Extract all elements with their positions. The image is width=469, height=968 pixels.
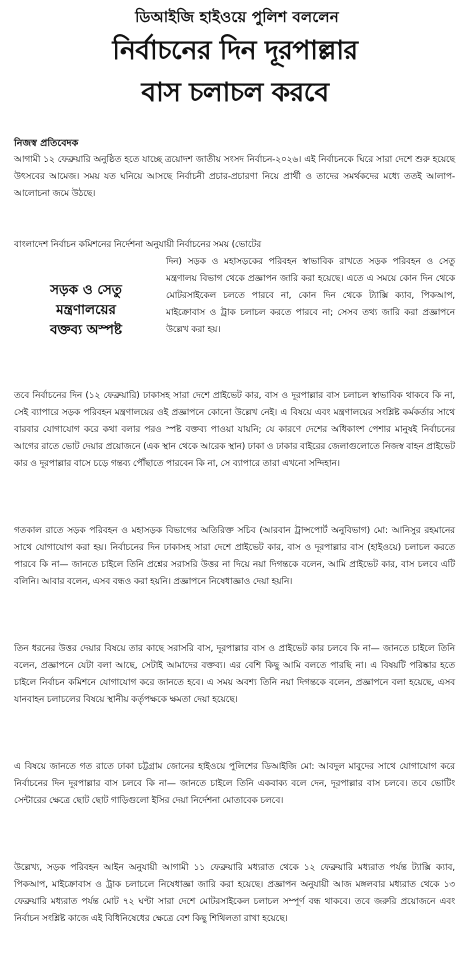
headline-line-2: বাস চলাচল করবে xyxy=(141,77,329,108)
headline xyxy=(20,30,450,114)
pull-quote-line-1: সড়ক ও সেতু xyxy=(50,282,122,298)
paragraph-1: আগামী ১২ ফেব্রুয়ারি অনুষ্ঠিত হতে যাচ্ছে ত্রয়োদশ জাতীয় সংসদ নির্বাচন-২০২৬। এই নির্বাচনকে ঘিরে সারা দেশে শুরু হয়েছে উৎসবের আমেজ। সময় যত ঘনিয়ে আসছে নির্বাচনী প্রচার-প্রচারণা নিয়ে প্রার্থী ও তাদের সমর্থকদের মধ্যে ততই আলাপ-আলোচনা জমে উঠছে। xyxy=(14,155,455,199)
pull-quote-line-2: মন্ত্রণালয়ের xyxy=(56,302,116,318)
pull-quote xyxy=(14,280,158,340)
paragraph-7: উল্লেখ্য, সড়ক পরিবহন আইন অনুযায়ী আগামী ১১ ফেব্রুয়ারি মধ্যরাত থেকে ১২ ফেব্রুয়ারি মধ্যরাত পর্যন্ত ট্যাক্সি ক্যাব, পিকআপ, মাইক্রোবাস ও ট্রাক চলাচলে নিষেধাজ্ঞা জারি করা হয়েছে। প্রজ্ঞাপন অনুযায়ী আজ মঙ্গলবার মধ্যরাত থেকে ১৩ ফেব্রুয়ারি মধ্যরাত পর্যন্ত মোট ৭২ ঘণ্টা সারা দেশে মোটরসাইকেল চলাচল সম্পূর্ণ বন্ধ থাকবে। তবে জরুরি প্রয়োজনে এবং নির্বাচন সংশ্লিষ্ট কাজে এই বিধিনিষেধের ক্ষেত্রে বেশ কিছু শিথিলতা রাখা হয়েছে। xyxy=(14,863,455,924)
paragraph-4: গতকাল রাতে সড়ক পরিবহন ও মহাসড়ক বিভাগের অতিরিক্ত সচিব (আরবান ট্রান্সপোর্ট অনুবিভাগ) মো: আনিসুর রহমানের সাথে যোগাযোগ করা হয়। নির্বাচনের দিন ঢাকাসহ সারা দেশে প্রাইভেট কার, বাস ও দূরপাল্লার বাস (হাইওয়ে) চলাচল করতে পারবে কি না— জানতে চাইলে তিনি প্রশ্নের সরাসরি উত্তর না দিয়ে নয়া দিগন্তকে বলেন, আমি প্রাইভেট কার, বাস চলবে এটি বলিনি। আবার বলেন, এসব বন্ধও করা হয়নি। প্রজ্ঞাপনে নিষেধাজ্ঞাও দেয়া হয়নি। xyxy=(14,526,455,587)
paragraph-5: তিন ধরনের উত্তর দেয়ার বিষয়ে তার কাছে সরাসরি বাস, দূরপাল্লার বাস ও প্রাইভেট কার চলবে কি না— জানতে চাইলে তিনি বলেন, প্রজ্ঞাপনে যেটা বলা আছে, সেটাই আমাদের বক্তব্য। এর বেশি কিছু আমি বলতে পারছি না। এ বিষয়টি পরিষ্কার হতে চাইলে নির্বাচন কমিশনে যোগাযোগ করে জানতে হবে। এ সময় অবশ্য তিনি নয়া দিগন্তকে বলেন, প্রজ্ঞাপনে বলা হয়েছে, এসব যানবাহন চলাচলের বিষয়ে স্থানীয় কর্তৃপক্ষকে ক্ষমতা দেয়া হয়েছে। xyxy=(14,644,455,705)
pull-quote-line-3: বক্তব্য অস্পষ্ট xyxy=(49,322,123,338)
headline-line-1: নির্বাচনের দিন দূরপাল্লার xyxy=(112,35,358,66)
byline: নিজস্ব প্রতিবেদক xyxy=(14,138,79,149)
paragraph-3: তবে নির্বাচনের দিন (১২ ফেব্রুয়ারি) ঢাকাসহ সারা দেশে প্রাইভেট কার, বাস ও দূরপাল্লার বাস চলাচল স্বাভাবিক থাকবে কি না, সেই ব্যাপারে সড়ক পরিবহন মন্ত্রণালয়ের ওই প্রজ্ঞাপনে কোনো উল্লেখ নেই। এ বিষয়ে এবং মন্ত্রণালয়ের সংশ্লিষ্ট কর্মকর্তার সাথে বারবার যোগাযোগ করে কথা বলার পরও স্পষ্ট বক্তব্য পাওয়া যায়নি; যে কারণে দেশের অধিকাংশ পেশার মানুষই নির্বাচনের আগের রাতে ভোট দেয়ার প্রয়োজনে (এক স্থান থেকে আরেক স্থান) ঢাকা ও ঢাকার বাইরের জেলাগুলোতে নিজস্ব বাহন প্রাইভেট কার ও দূরপাল্লার বাসে চড়ে গন্তব্য পৌঁছাতে পারবেন কি না, সে ব্যাপারে তারা এখনো সন্দিহান। xyxy=(14,391,455,469)
paragraph-6: এ বিষয়ে জানতে গত রাতে ঢাকা চট্টগ্রাম জোনের হাইওয়ে পুলিশের ডিআইজি মো: আবদুল মাবুদের সাথে যোগাযোগ করে নির্বাচনের দিন দূরপাল্লার বাস চলবে কি না— জানতে চাইলে তিনি একবাক্য বলে দেন, দূরপাল্লার বাস চলবে। তবে ভোটিং সেন্টারের ক্ষেত্রে ছোট ছোট গাড়িগুলো ইসির দেয়া নির্দেশনা মোতাবেক চলবে। xyxy=(14,762,455,806)
paragraph-2-top: বাংলাদেশ নির্বাচন কমিশনের নির্দেশনা অনুযায়ী নির্বাচনের সময় (ভোটের xyxy=(14,240,262,250)
kicker: ডিআইজি হাইওয়ে পুলিশ বললেন xyxy=(135,8,339,26)
paragraph-2-side: দিন) সড়ক ও মহাসড়কের পরিবহন স্বাভাবিক রাখতে সড়ক পরিবহন ও সেতু মন্ত্রণালয় বিভাগ থেকে প্রজ্ঞাপন জারি করা হয়েছে। এতে এ সময়ে কোন দিন থেকে মোটরসাইকেল চলতে পারবে না, কোন দিন থেকে ট্যাক্সি ক্যাব, পিকআপ, মাইক্রোবাস ও ট্রাক চলাচল করতে পারবে না; সেসব তথ্য জারি করা প্রজ্ঞাপনে উল্লেখ করা হয়। xyxy=(166,257,455,335)
